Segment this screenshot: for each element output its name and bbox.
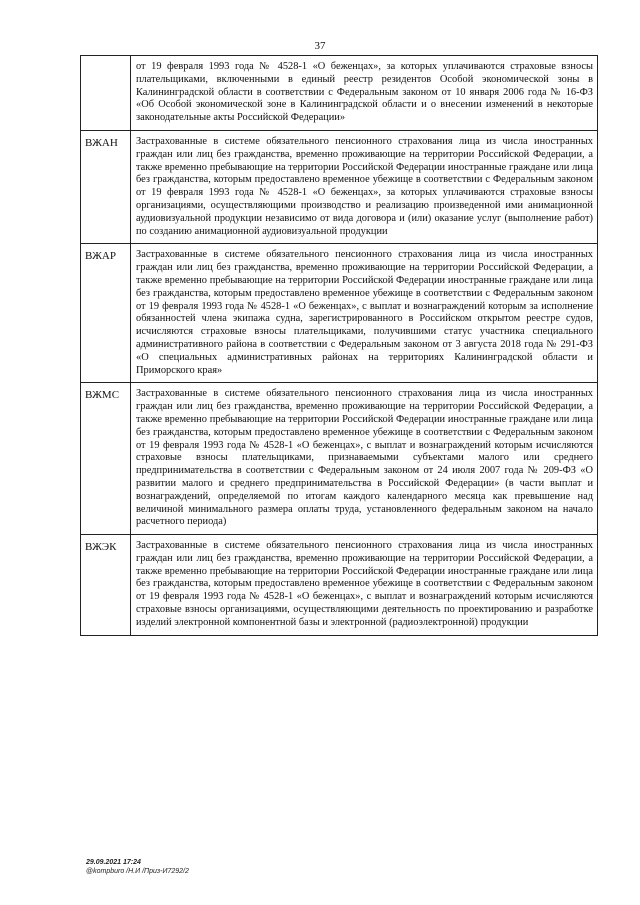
row-code: ВЖАН xyxy=(81,130,131,243)
codes-table xyxy=(80,55,598,636)
table-row xyxy=(81,383,598,535)
row-code: ВЖМС xyxy=(81,383,131,535)
footer-signature-line xyxy=(86,867,189,876)
row-description: Застрахованные в системе обязательного пенсионного страхования лица из числа иностранных граждан или лиц без гражданства, временно проживающие на территории Российской Федерации, а также временно пребывающие на территории Российской Федерации иностранные граждане или лица без гражданства, которым предоставлено временное убежище в соответствии с Федеральным законом от 19 февраля 1993 года № 4528-1 «О беженцах», с выплат и вознаграждений которым исчисляются страховые взносы плательщиками, признаваемыми субъектами малого или среднего предпринимательства в соответствии с Федеральным законом от 24 июля 2007 года № 209-ФЗ «О развитии малого и среднего предпринимательства в Российской Федерации» (в части выплат и вознаграждений, определяемой по итогам каждого календарного месяца как превышение над величиной минимального размера оплаты труда, установленного федеральным законом на начало расчетного периода) xyxy=(131,383,598,535)
row-code: ВЖЭК xyxy=(81,535,131,636)
footer-signature: kompburo /Н.И /Приз-И7292/2 xyxy=(93,868,189,875)
table-row xyxy=(81,244,598,383)
user-icon: @ xyxy=(86,868,94,875)
row-description: Застрахованные в системе обязательного пенсионного страхования лица из числа иностранных граждан или лиц без гражданства, временно проживающие на территории Российской Федерации, а также временно пребывающие на территории Российской Федерации иностранные граждане или лица без гражданства, которым предоставлено временное убежище в соответствии с Федеральным законом от 19 февраля 1993 года № 4528-1 «О беженцах», с выплат и вознаграждений которым за исполнение обязанностей члена экипажа судна, зарегистрированного в Российском открытом реестре судов, исчисляются страховые взносы плательщиками, получившими статус участника специального административного района в соответствии с Федеральным законом от 3 августа 2018 года № 291-ФЗ «О специальных административных районах на территориях Калининградской области и Приморского края» xyxy=(131,244,598,383)
footer-timestamp: 29.09.2021 17:24 xyxy=(86,859,141,866)
row-description: от 19 февраля 1993 года № 4528-1 «О беженцах», за которых уплачиваются страховые взносы плательщиками, включенными в единый реестр резидентов Особой экономической зоны в Калининградской области в соответствии с Федеральным законом от 10 января 2006 года № 16-ФЗ «Об Особой экономической зоне в Калининградской области и о внесении изменений в некоторые законодательные акты Российской Федерации» xyxy=(131,56,598,131)
footer-stamp xyxy=(86,858,189,876)
table-row xyxy=(81,56,598,131)
row-code xyxy=(81,56,131,131)
row-description: Застрахованные в системе обязательного пенсионного страхования лица из числа иностранных граждан или лиц без гражданства, временно проживающие на территории Российской Федерации, а также временно пребывающие на территории Российской Федерации иностранные граждане или лица без гражданства, которым предоставлено временное убежище в соответствии с Федеральным законом от 19 февраля 1993 года № 4528-1 «О беженцах», за которых уплачиваются страховые взносы организациями, осуществляющими производство и реализацию произведенной ими анимационной аудиовизуальной продукции независимо от вида договора и (или) оказание услуг (выполнение работ) по созданию анимационной аудиовизуальной продукции xyxy=(131,130,598,243)
table-row xyxy=(81,130,598,243)
row-code: ВЖАР xyxy=(81,244,131,383)
row-description: Застрахованные в системе обязательного пенсионного страхования лица из числа иностранных граждан или лиц без гражданства, временно проживающие на территории Российской Федерации, а также временно пребывающие на территории Российской Федерации иностранные граждане или лица без гражданства, которым предоставлено временное убежище в соответствии с Федеральным законом от 19 февраля 1993 года № 4528-1 «О беженцах», с выплат и вознаграждений которым исчисляются страховые взносы организациями, осуществляющими деятельность по проектированию и разработке изделий электронной компонентной базы и электронной (радиоэлектронной) продукции xyxy=(131,535,598,636)
page-number: 37 xyxy=(314,40,326,52)
table-row xyxy=(81,535,598,636)
